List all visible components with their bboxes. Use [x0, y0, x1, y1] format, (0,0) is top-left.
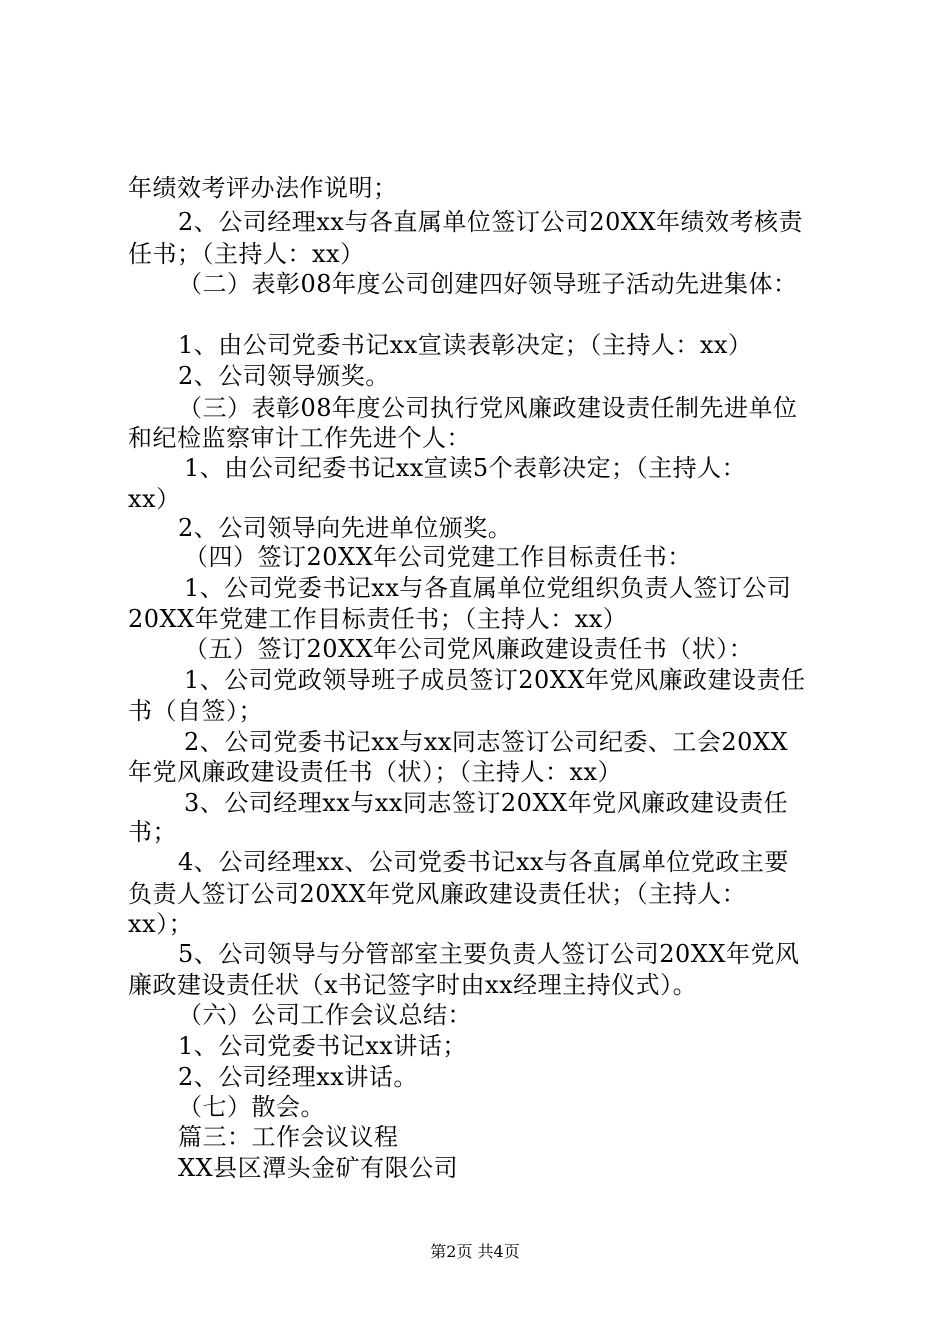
- text-line: 1、公司党委书记xx讲话；: [178, 1032, 467, 1060]
- text-line: 5、公司领导与分管部室主要负责人签订公司20XX年党风: [178, 940, 800, 968]
- text-line: xx）: [128, 485, 181, 513]
- text-line: 年党风廉政建设责任书（状）；（主持人：xx）: [128, 758, 623, 786]
- text-line: xx）；: [128, 910, 194, 938]
- text-line: 3、公司经理xx与xx同志签订20XX年党风廉政建设责任: [184, 789, 789, 817]
- company-name: XX县区潭头金矿有限公司: [178, 1154, 459, 1182]
- text-line: 2、公司领导颁奖。: [178, 362, 390, 390]
- section-heading: （七）散会。: [178, 1093, 325, 1121]
- text-line: 书（自签）；: [128, 697, 263, 725]
- text-line: 负责人签订公司20XX年党风廉政建设责任状；（主持人：: [128, 880, 747, 908]
- text-line: 20XX年党建工作目标责任书；（主持人：xx）: [128, 605, 628, 633]
- text-line: 2、公司经理xx讲话。: [178, 1063, 418, 1091]
- page-footer: 第2页 共4页: [430, 1242, 520, 1261]
- text-line: 2、公司领导向先进单位颁奖。: [178, 514, 513, 542]
- text-line: 1、公司党政领导班子成员签订20XX年党风廉政建设责任: [184, 666, 806, 694]
- text-line: 廉政建设责任状（x书记签字时由xx经理主持仪式）。: [128, 971, 698, 999]
- section-heading: （四）签订20XX年公司党建工作目标责任书：: [184, 543, 692, 571]
- text-line: 1、由公司党委书记xx宣读表彰决定；（主持人：xx）: [178, 331, 753, 359]
- text-line: 2、公司党委书记xx与xx同志签订公司纪委、工会20XX: [184, 728, 789, 756]
- text-line: 和纪检监察审计工作先进个人：: [128, 424, 471, 452]
- text-line: 1、由公司纪委书记xx宣读5个表彰决定；（主持人：: [184, 454, 747, 482]
- text-line: 任书；（主持人：xx）: [128, 240, 365, 268]
- text-line: 书；: [128, 818, 177, 846]
- text-line: 1、公司党委书记xx与各直属单位党组织负责人签订公司: [184, 574, 792, 602]
- text-line: 4、公司经理xx、公司党委书记xx与各直属单位党政主要: [178, 848, 789, 876]
- section-heading: （六）公司工作会议总结：: [178, 1001, 472, 1029]
- section-heading: （三）表彰08年度公司执行党风廉政建设责任制先进单位: [178, 394, 798, 422]
- section-heading: （五）签订20XX年公司党风廉政建设责任书（状）：: [184, 635, 754, 663]
- text-line: 2、公司经理xx与各直属单位签订公司20XX年绩效考核责: [178, 208, 804, 236]
- chapter-heading: 篇三：工作会议议程: [178, 1123, 399, 1151]
- text-line: 年绩效考评办法作说明；: [128, 174, 398, 202]
- section-heading: （二）表彰08年度公司创建四好领导班子活动先进集体：: [178, 270, 798, 298]
